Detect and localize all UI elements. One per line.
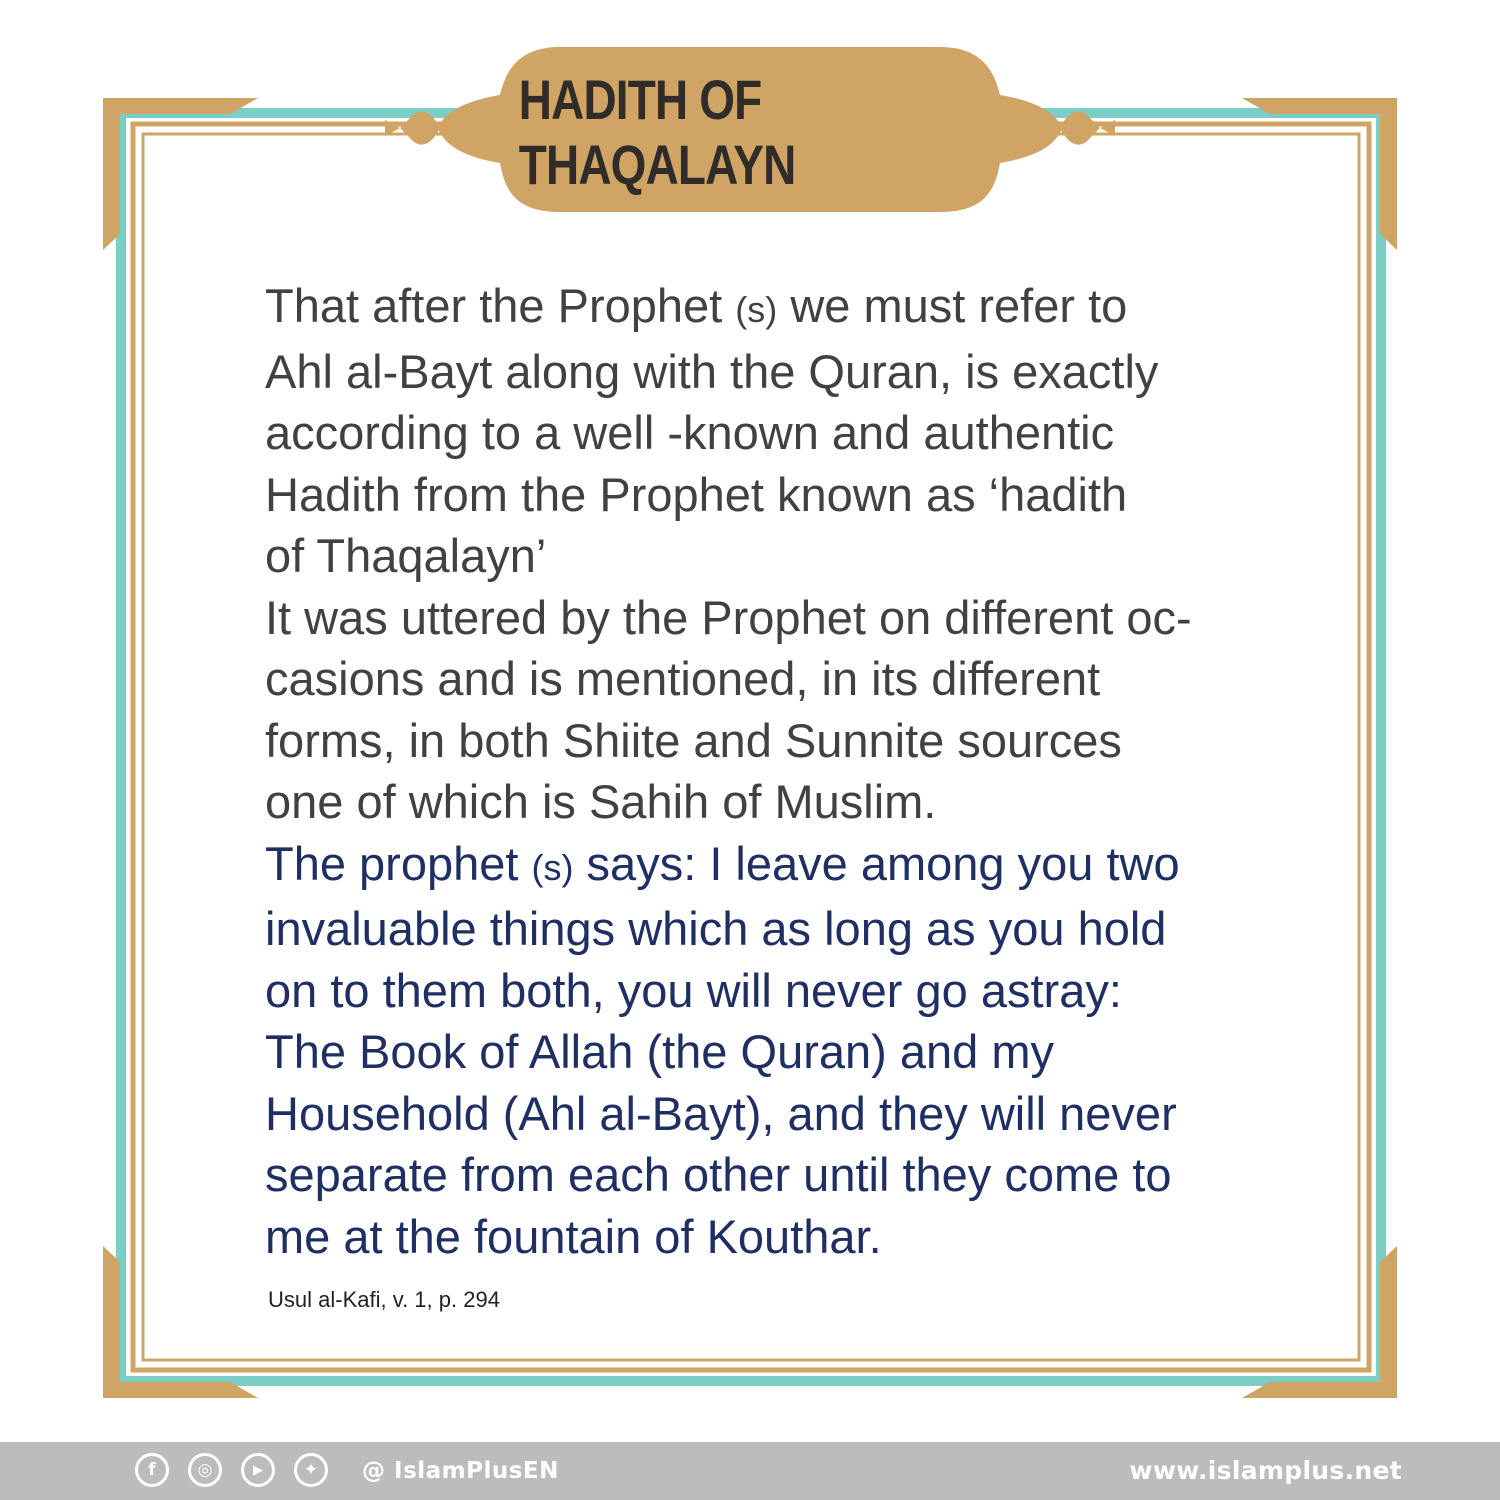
quote-line: The prophet (s) says: I leave among you two: [265, 836, 1180, 890]
hadith-text: [265, 275, 1265, 1267]
quote-line: me at the fountain of Kouthar.: [265, 1209, 882, 1263]
quote-line: on to them both, you will never go astray:: [265, 963, 1122, 1017]
quote-line: The Book of Allah (the Quran) and my: [265, 1025, 1054, 1078]
intro-line: Hadith from the Prophet known as ‘hadith: [265, 467, 1128, 521]
website-link[interactable]: www.islamplus.net: [1129, 1456, 1402, 1485]
honorific: (s): [735, 289, 778, 330]
honorific: (s): [531, 846, 574, 888]
intro-line: of Thaqalayn’: [265, 529, 547, 582]
intro-line: It was uttered by the Prophet on different oc-: [265, 590, 1192, 644]
quote-line: invaluable things which as long as you hold: [265, 902, 1167, 955]
youtube-icon[interactable]: ▶: [241, 1453, 275, 1487]
twitter-icon[interactable]: ✦: [294, 1453, 328, 1487]
intro-line: That after the Prophet (s) we must refer to: [265, 279, 1128, 332]
quote-line: Household (Ahl al-Bayt), and they will never: [265, 1086, 1177, 1140]
intro-line: casions and is mentioned, in its different: [265, 652, 1101, 705]
instagram-icon[interactable]: ◎: [188, 1453, 222, 1487]
facebook-icon[interactable]: f: [135, 1453, 169, 1487]
social-handle[interactable]: @ IslamPlusEN: [362, 1458, 559, 1484]
intro-line: forms, in both Shiite and Sunnite sources: [265, 713, 1122, 767]
intro-line: according to a well -known and authentic: [265, 406, 1115, 459]
source-citation: Usul al-Kafi, v. 1, p. 294: [268, 1287, 500, 1312]
quote-line: separate from each other until they come to: [265, 1148, 1172, 1201]
intro-line: Ahl al-Bayt along with the Quran, is exactly: [265, 344, 1159, 398]
page-title: HADITH OF THAQALAYN: [518, 68, 796, 196]
intro-line: one of which is Sahih of Muslim.: [265, 775, 937, 828]
